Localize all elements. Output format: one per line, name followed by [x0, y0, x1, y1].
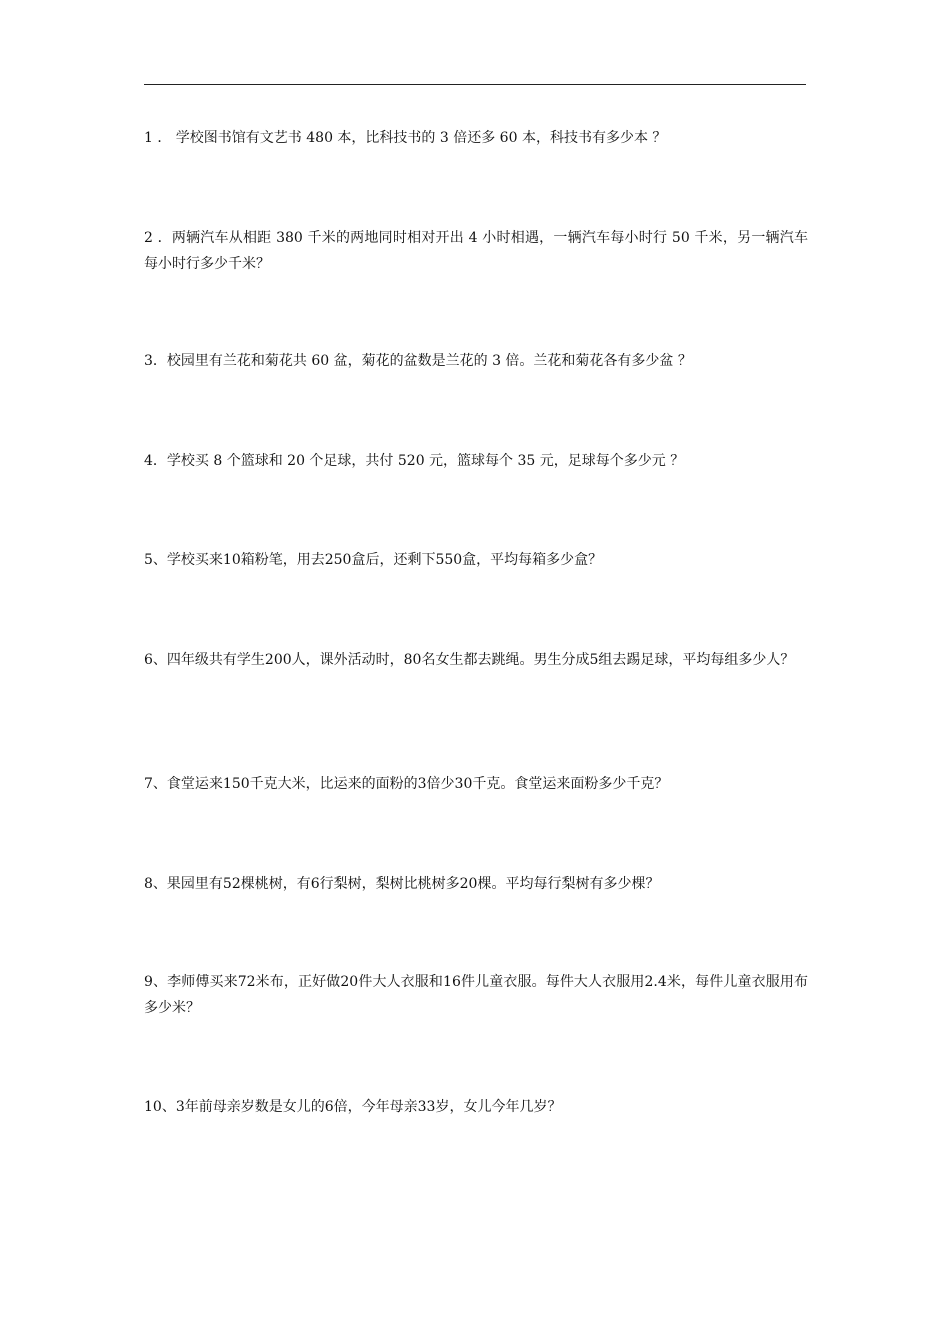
question-3: 3．校园里有兰花和菊花共 60 盆，菊花的盆数是兰花的 3 倍。兰花和菊花各有多少盆 ？: [144, 353, 692, 369]
question-1: 1 ． 学校图书馆有文艺书 480 本，比科技书的 3 倍还多 60 本，科技书有多少本 ？: [144, 130, 667, 146]
question-8: 8、果园里有52棵桃树，有6行梨树，梨树比桃树多20棵。平均每行梨树有多少棵？: [144, 876, 660, 892]
question-2: 2 ．两辆汽车从相距 380 千米的两地同时相对开出 4 小时相遇，一辆汽车每小时行 50 千米，另一辆汽车每小时行多少千米？: [144, 230, 808, 272]
question-6: 6、四年级共有学生200人，课外活动时，80名女生都去跳绳。男生分成5组去踢足球，平均每组多少人？: [144, 652, 795, 668]
header-rule: [144, 84, 806, 85]
question-5: 5、学校买来10箱粉笔，用去250盒后，还剩下550盒，平均每箱多少盒？: [144, 552, 603, 568]
question-4: 4．学校买 8 个篮球和 20 个足球，共付 520 元，篮球每个 35 元，足球每个多少元 ？: [144, 453, 685, 469]
question-7: 7、食堂运来150千克大米，比运来的面粉的3倍少30千克。食堂运来面粉多少千克？: [144, 776, 669, 792]
question-10: 10、3年前母亲岁数是女儿的6倍，今年母亲33岁，女儿今年几岁？: [144, 1099, 562, 1115]
question-9: 9、李师傅买来72米布，正好做20件大人衣服和16件儿童衣服。每件大人衣服用2.4米，每件儿童衣服用布多少米？: [144, 974, 808, 1016]
